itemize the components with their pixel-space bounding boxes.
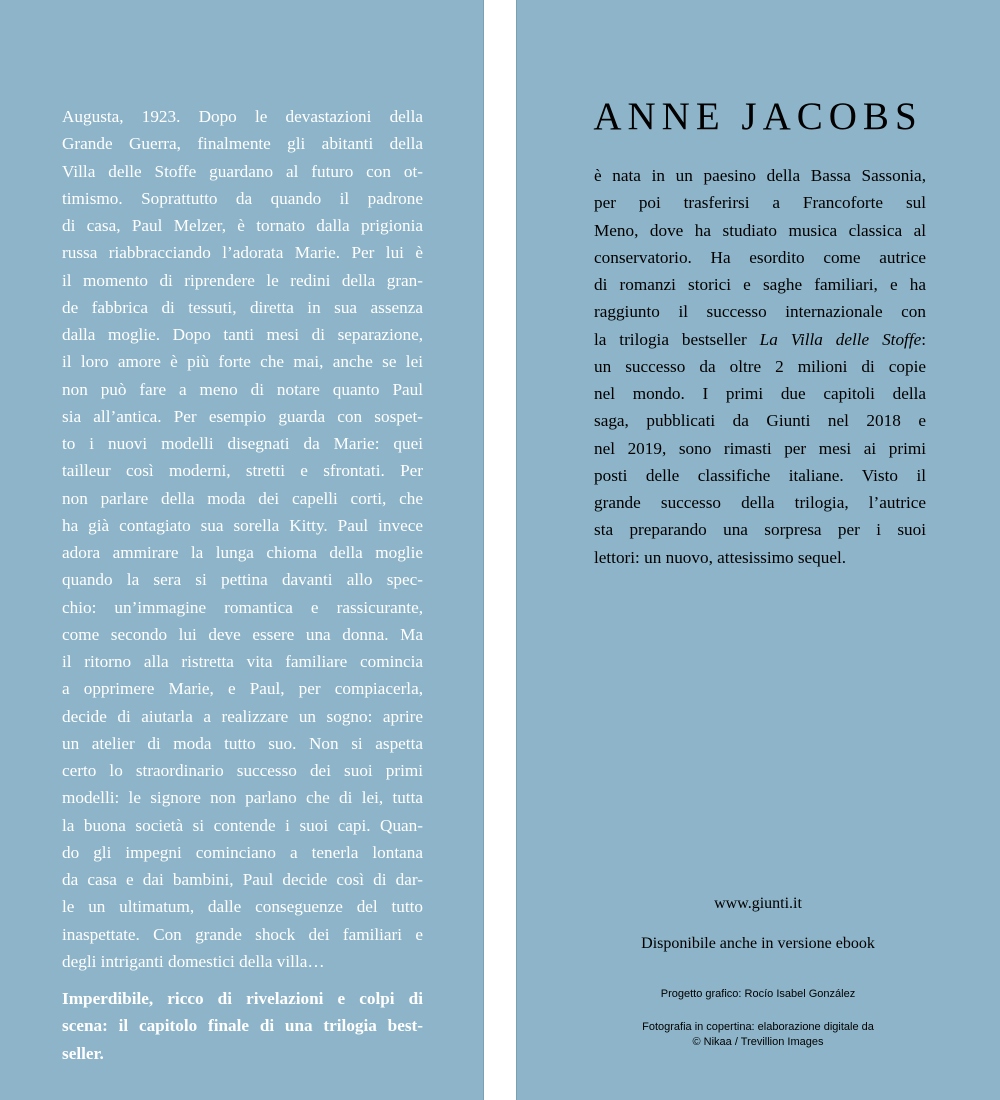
synopsis-line: quando la sera si pettina davanti allo spec- (62, 570, 423, 590)
synopsis-line: un atelier di moda tutto suo. Non si aspetta (62, 733, 423, 753)
bio-text: raggiunto il successo internazionale con (594, 302, 926, 322)
synopsis-line: Villa delle Stoffe guardano al futuro con ot- (62, 161, 423, 181)
bio-text: sta preparando una sorpresa per i suoi (594, 520, 926, 540)
tagline-line: scena: il capitolo finale di una trilogia best- (62, 1016, 423, 1036)
book-title: La Villa delle Stoffe (759, 329, 922, 349)
synopsis-line: de fabbrica di tessuti, diretta in sua assenza (62, 297, 423, 317)
synopsis-line: Augusta, 1923. Dopo le devastazioni della (62, 107, 423, 126)
bio-text: posti delle classifiche italiane. Visto il (594, 465, 926, 485)
publisher-website: www.giunti.it (714, 895, 802, 912)
synopsis-line: il loro amore è più forte che mai, anche se lei (62, 352, 423, 372)
author-bio (594, 162, 926, 571)
synopsis-line: to i nuovi modelli disegnati da Marie: quei (62, 434, 423, 453)
bio-line (594, 380, 926, 407)
photo-credit-line1: Fotografia in copertina: elaborazione digitale da (642, 1021, 874, 1033)
synopsis-line: a opprimere Marie, e Paul, per compiacerla, (62, 679, 423, 699)
bio-text: saga, pubblicati da Giunti nel 2018 e (594, 411, 926, 431)
synopsis-line: degli intriganti domestici della villa… (62, 951, 325, 971)
bio-text: : (921, 329, 927, 349)
synopsis-line: adora ammirare la lunga chioma della moglie (62, 543, 423, 562)
tagline-line: seller. (62, 1043, 104, 1063)
synopsis-line: decide di aiutarla a realizzare un sogno: aprire (62, 706, 423, 726)
synopsis-line: non parlare della moda dei capelli corti, che (62, 488, 423, 508)
synopsis-line: certo lo straordinario successo dei suoi primi (62, 761, 423, 780)
ebook-note: Disponibile anche in versione ebook (641, 935, 875, 952)
bio-line (594, 489, 926, 516)
tagline-text (62, 985, 423, 1067)
bio-text: Meno, dove ha studiato musica classica al (594, 220, 926, 240)
bio-text: nel 2019, sono rimasti per mesi ai primi (594, 438, 926, 458)
bio-text: grande successo della trilogia, l’autrice (594, 493, 926, 512)
synopsis-line: il momento di riprendere le redini della gran- (62, 270, 423, 290)
synopsis-line: Grande Guerra, finalmente gli abitanti della (62, 134, 423, 154)
bio-line (594, 462, 926, 489)
bio-line (594, 516, 926, 543)
bio-line (594, 407, 926, 434)
synopsis-line: come secondo lui deve essere una donna. Ma (62, 624, 423, 644)
photo-credit (516, 1020, 1000, 1050)
synopsis-line: inaspettate. Con grande shock dei familiari e (62, 924, 423, 944)
bio-text: di romanzi storici e saghe familiari, e ha (594, 275, 926, 294)
synopsis-line: sia all’antica. Per esempio guarda con sospet- (62, 406, 423, 426)
author-name: ANNE JACOBS (593, 95, 923, 138)
bio-text: la trilogia bestseller (594, 329, 760, 349)
bio-text: è nata in un paesino della Bassa Sassonia, (594, 166, 926, 185)
bio-text: un successo da oltre 2 milioni di copie (594, 356, 926, 376)
bio-text: conservatorio. Ha esordito come autrice (594, 247, 926, 267)
bio-line (594, 298, 926, 325)
bio-line (594, 353, 926, 380)
bio-line (594, 544, 926, 571)
tagline-line: Imperdibile, ricco di rivelazioni e colpi di (62, 989, 423, 1008)
synopsis-line: ha già contagiato sua sorella Kitty. Paul invece (62, 515, 423, 535)
synopsis-line: non può fare a meno di notare quanto Paul (62, 379, 423, 399)
synopsis-line: il ritorno alla ristretta vita familiare comincia (62, 652, 423, 671)
bio-line (594, 326, 926, 353)
synopsis-line: di casa, Paul Melzer, è tornato dalla prigionia (62, 216, 423, 235)
synopsis-line: modelli: le signore non parlano che di lei, tutta (62, 788, 423, 808)
synopsis-line: timismo. Soprattutto da quando il padrone (62, 188, 423, 208)
bio-line (594, 162, 926, 189)
synopsis-line: chio: un’immagine romantica e rassicurante, (62, 597, 423, 617)
bio-line (594, 217, 926, 244)
bio-line (594, 189, 926, 216)
back-cover-panel (0, 0, 484, 1100)
bio-text: nel mondo. I primi due capitoli della (594, 384, 926, 403)
bio-line (594, 435, 926, 462)
synopsis-line: da casa e dai bambini, Paul decide così di dar- (62, 870, 423, 889)
synopsis-text (62, 103, 423, 975)
photo-credit-line2: © Nikaa / Trevillion Images (692, 1036, 824, 1048)
synopsis-line: russa riabbracciando l’adorata Marie. Per lui è (62, 243, 423, 263)
bio-text: per poi trasferirsi a Francoforte sul (594, 193, 926, 213)
synopsis-line: do gli impegni cominciano a tenerla lontana (62, 842, 423, 862)
synopsis-line: la buona società si contende i suoi capi. Quan- (62, 815, 423, 835)
bio-line (594, 271, 926, 298)
bio-text: lettori: un nuovo, attesissimo sequel. (594, 547, 847, 567)
synopsis-line: dalla moglie. Dopo tanti mesi di separazione, (62, 325, 423, 344)
design-credit: Progetto grafico: Rocío Isabel González (660, 988, 856, 1000)
synopsis-line: tailleur così moderni, stretti e sfrontati. Per (62, 461, 423, 481)
synopsis-line: le un ultimatum, dalle conseguenze del tutto (62, 897, 423, 917)
bio-line (594, 244, 926, 271)
